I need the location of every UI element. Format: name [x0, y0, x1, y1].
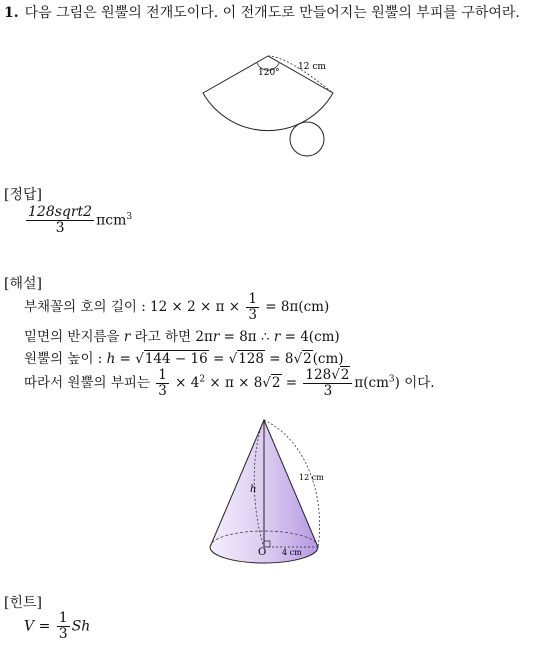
line4-prefix: 따라서 원뿔의 부피는	[24, 375, 155, 391]
hint-header: [힌트]	[4, 595, 42, 611]
cone-figure	[200, 412, 340, 572]
explanation-line-1	[24, 292, 329, 323]
base-circle	[290, 122, 324, 156]
line4-den2: 3	[323, 383, 333, 399]
line1-suffix: = 8π(cm)	[260, 299, 330, 315]
answer-denominator: 3	[55, 220, 65, 236]
line1-num: 1	[248, 291, 257, 307]
answer-suffix: πcm	[96, 212, 127, 229]
angle-label: 120°	[258, 68, 280, 78]
line3-var: h	[106, 351, 116, 367]
line2-suffix: = 4(cm)	[280, 329, 340, 345]
answer-exponent: 3	[126, 211, 133, 222]
cone-net-figure	[195, 50, 345, 162]
explanation-header: [해설]	[4, 276, 42, 292]
answer-expression	[24, 205, 132, 236]
line4-exp: 2	[199, 374, 206, 385]
line3-rad3: 2	[303, 351, 312, 367]
line4-end: ) 이다.	[394, 375, 435, 391]
line4-num2b: 2	[340, 367, 350, 383]
line1-den: 3	[248, 307, 257, 323]
explanation-line-4	[24, 368, 435, 399]
hint-formula	[24, 611, 90, 642]
line4-mid2: × π × 8√	[205, 375, 271, 391]
question-text: 다음 그림은 원뿔의 전개도이다. 이 전개도로 만들어지는 원뿔의 부피를 구하여라.	[24, 5, 520, 21]
line4-den: 3	[158, 383, 167, 399]
line4-mid: × 4	[170, 375, 200, 391]
hint-lhs: V	[24, 618, 35, 635]
hint-rhs: Sh	[71, 618, 91, 635]
line4-suffix: π(cm	[354, 375, 389, 391]
origin-label: O	[258, 547, 267, 558]
answer-header: [정답]	[4, 187, 42, 203]
line3-eq3: = 8√	[264, 351, 303, 367]
line3-suffix: (cm)	[312, 351, 344, 367]
line2-mid: 라고 하면 2π	[130, 329, 213, 345]
explanation-line-2	[24, 325, 340, 345]
line3-rad2: 128	[238, 351, 264, 367]
length-label: 12 cm	[298, 62, 326, 72]
line2-var: r	[123, 329, 131, 345]
hint-den: 3	[58, 626, 68, 642]
question-number: 1.	[4, 5, 19, 21]
line2-var3: r	[273, 329, 281, 345]
line4-num: 1	[158, 367, 167, 383]
line3-prefix: 원뿔의 높이 :	[24, 351, 107, 367]
question	[4, 2, 532, 24]
line3-eq2: = √	[208, 351, 238, 367]
line4-rad: 2	[271, 375, 281, 391]
height-label: h	[250, 484, 257, 495]
line3-rad1: 144 − 16	[144, 351, 208, 367]
slant-label: 12 cm	[299, 473, 324, 482]
line2-var2: r	[212, 329, 220, 345]
hint-eq: =	[34, 618, 55, 635]
radius-label: 4 cm	[282, 548, 302, 557]
line2-prefix: 밑면의 반지름을	[24, 329, 124, 345]
explanation-line-3	[24, 347, 344, 367]
line2-mid2: = 8π ∴	[219, 329, 274, 345]
line3-eq: = √	[115, 351, 144, 367]
line1-prefix: 부채꼴의 호의 길이 : 12 × 2 × π ×	[24, 299, 245, 315]
answer-numerator: 128sqrt2	[28, 204, 93, 220]
line4-num2a: 128√	[305, 367, 340, 383]
line4-exp2: 3	[388, 374, 395, 385]
hint-num: 1	[58, 610, 68, 626]
line4-eq: =	[281, 375, 302, 391]
